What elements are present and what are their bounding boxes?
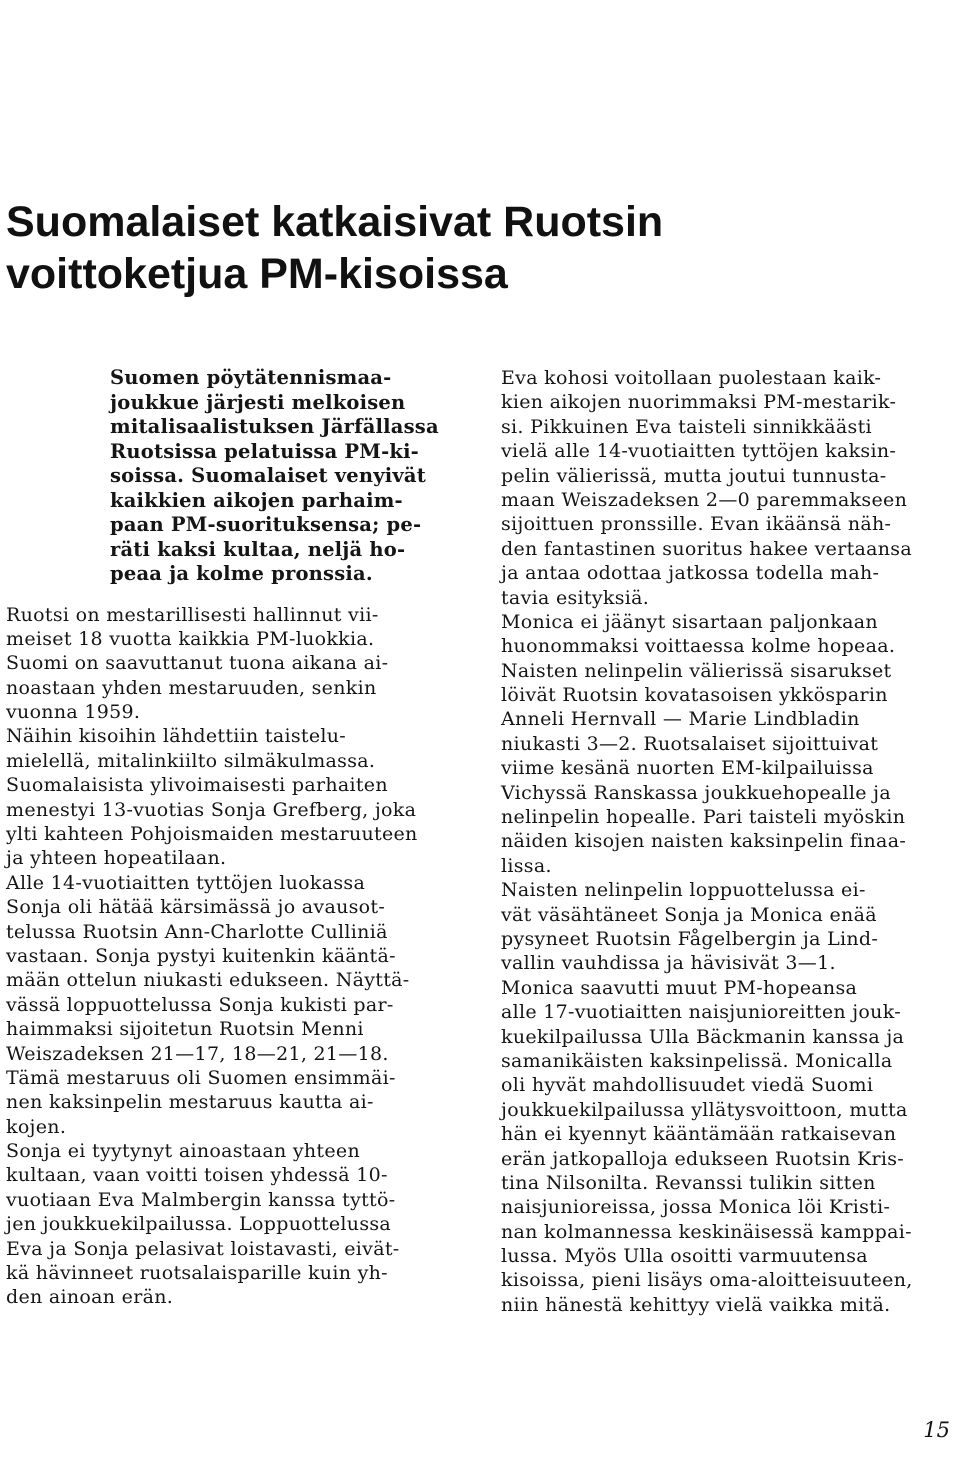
lead-line: mitalisaalistuksen Järfällassa [110,415,439,438]
body-line: viime kesänä nuorten EM-kilpailuissa [501,757,874,780]
body-line: näiden kisojen naisten kaksinpelin finaa- [501,830,907,853]
body-line: noastaan yhden mestaruuden, senkin [6,676,377,699]
body-line: telussa Ruotsin Ann-Charlotte Culliniä [6,920,388,943]
body-line: Eva kohosi voitollaan puolestaan kaik- [501,367,882,389]
body-line: vielä alle 14-vuotiaitten tyttöjen kaksin- [501,440,897,463]
body-line: vuonna 1959. [6,701,141,724]
body-line: kien aikojen nuorimmaksi PM-mestarik- [501,391,897,414]
lead-line: räti kaksi kultaa, neljä ho- [110,537,406,561]
body-line: huonommaksi voittaessa kolme hopeaa. [501,635,896,658]
body-line: lussa. Myös Ulla osoitti varmuutensa [501,1245,868,1268]
headline-line: Suomalaiset katkaisivat Ruotsin [6,198,664,246]
body-line: pysyneet Ruotsin Fågelbergin ja Lind- [501,927,879,950]
lead-line: soissa. Suomalaiset venyivät [110,464,426,487]
body-line: nelinpelin hopealle. Pari taisteli myöskin [501,806,906,829]
body-line: niin hänestä kehittyy vielä vaikka mitä. [501,1293,891,1316]
body-line: vallin vauhdissa ja hävisivät 3—1. [501,952,836,975]
body-line: Vichyssä Ranskassa joukkuehopealle ja [501,781,891,804]
body-line: naisjunioreissa, jossa Monica löi Kristi- [501,1196,891,1219]
lead-line: Suomen pöytätennismaa- [110,366,392,389]
paragraph-gap [6,587,458,603]
body-line: haimmaksi sijoitetun Ruotsin Menni [6,1018,364,1041]
body-line: Sonja oli hätää kärsimässä jo avausot- [6,896,386,919]
body-line: tina Nilsonilta. Revanssi tulikin sitten [501,1171,876,1194]
body-line: erän jatkopalloja edukseen Ruotsin Kris- [501,1147,904,1170]
body-line: oli hyvät mahdollisuudet viedä Suomi [501,1074,874,1097]
lead-line: kaikkien aikojen parhaim- [110,488,403,512]
body-line: mään ottelun niukasti edukseen. Näyttä- [6,969,410,992]
article-headline [6,196,906,300]
lead-paragraph [6,366,458,587]
body-line: ja antaa odottaa jatkossa todella mah- [501,562,880,585]
body-line: joukkuekilpailussa yllätysvoittoon, mutta [501,1098,908,1121]
body-line: lissa. [501,854,552,877]
body-line: Suomalaisista ylivoimaisesti parhaiten [6,774,388,797]
body-line: Weiszadeksen 21—17, 18—21, 21—18. [6,1042,389,1065]
body-line: menestyi 13-vuotias Sonja Grefberg, joka [6,798,417,821]
body-line: Ruotsi on mestarillisesti hallinnut vii- [6,603,379,626]
body-line: kä hävinneet ruotsalaisparille kuin yh- [6,1262,388,1285]
body-line: niukasti 3—2. Ruotsalaiset sijoittuivat [501,732,879,755]
lead-line: peaa ja kolme pronssia. [110,562,373,585]
body-line: kojen. [6,1115,67,1138]
body-line: nan kolmannessa keskinäisessä kamppai- [501,1220,912,1243]
body-line: kuekilpailussa Ulla Bäckmanin kanssa ja [501,1025,905,1048]
body-line: Näihin kisoihin lähdettiin taistelu- [6,725,347,748]
body-line: vässä loppuottelussa Sonja kukisti par- [6,993,394,1016]
right-column [501,366,953,1317]
body-line: mielellä, mitalinkiilto silmäkulmassa. [6,749,376,772]
body-line: vuotiaan Eva Malmbergin kanssa tyttö- [6,1188,396,1211]
body-line: ja yhteen hopeatilaan. [6,847,227,870]
body-line: Monica saavutti muut PM-hopeansa [501,976,858,999]
left-body-text [6,603,458,1310]
body-line: Eva ja Sonja pelasivat loistavasti, eivät- [6,1237,400,1260]
body-line: ylti kahteen Pohjoismaiden mestaruuteen [6,823,418,846]
body-line: Tämä mestaruus oli Suomen ensimmäi- [6,1066,396,1089]
right-body-text [501,366,953,1317]
left-column [6,366,458,1310]
body-line: nen kaksinpelin mestaruus kautta ai- [6,1091,374,1114]
lead-line: Ruotsissa pelatuissa PM-ki- [110,439,419,463]
body-line: kisoissa, pieni lisäys oma-aloitteisuuteen, [501,1269,913,1292]
body-line: pelin välierissä, mutta joutui tunnusta- [501,464,887,487]
body-line: tavia esityksiä. [501,586,650,609]
body-line: Monica ei jäänyt sisartaan paljonkaan [501,610,878,633]
body-line: kultaan, vaan voitti toisen yhdessä 10- [6,1164,388,1187]
body-line: Sonja ei tyytynyt ainoastaan yhteen [6,1140,360,1163]
body-line: Naisten nelinpelin loppuottelussa ei- [501,879,866,902]
body-line: vastaan. Sonja pystyi kuitenkin kääntä- [6,944,396,967]
body-line: sijoittuen pronssille. Evan ikäänsä näh- [501,513,892,536]
body-line: si. Pikkuinen Eva taisteli sinnikkäästi [501,415,872,438]
body-line: den ainoan erän. [6,1286,174,1309]
lead-line: paan PM-suorituksensa; pe- [110,513,422,536]
body-line: maan Weiszadeksen 2—0 paremmakseen [501,488,908,511]
body-line: samanikäisten kaksinpelissä. Monicalla [501,1049,893,1072]
body-line: Suomi on saavuttanut tuona aikana ai- [6,652,389,675]
body-line: löivät Ruotsin kovatasoisen ykkösparin [501,684,888,707]
body-line: alle 17-vuotiaitten naisjunioreitten jouk- [501,1001,901,1024]
body-line: den fantastinen suoritus hakee vertaansa [501,537,912,560]
body-line: meiset 18 vuotta kaikkia PM-luokkia. [6,627,375,650]
body-line: Alle 14-vuotiaitten tyttöjen luokassa [6,871,366,894]
body-line: jen joukkuekilpailussa. Loppuottelussa [6,1213,392,1236]
headline-line: voittoketjua PM-kisoissa [6,250,508,298]
body-line: Anneli Hernvall — Marie Lindbladin [501,708,860,731]
body-line: vät väsähtäneet Sonja ja Monica enää [501,903,877,926]
body-line: hän ei kyennyt kääntämään ratkaisevan [501,1123,897,1146]
lead-line: joukkue järjesti melkoisen [110,390,406,414]
page-number: 15 [923,1418,950,1442]
body-line: Naisten nelinpelin välierissä sisarukset [501,659,892,682]
